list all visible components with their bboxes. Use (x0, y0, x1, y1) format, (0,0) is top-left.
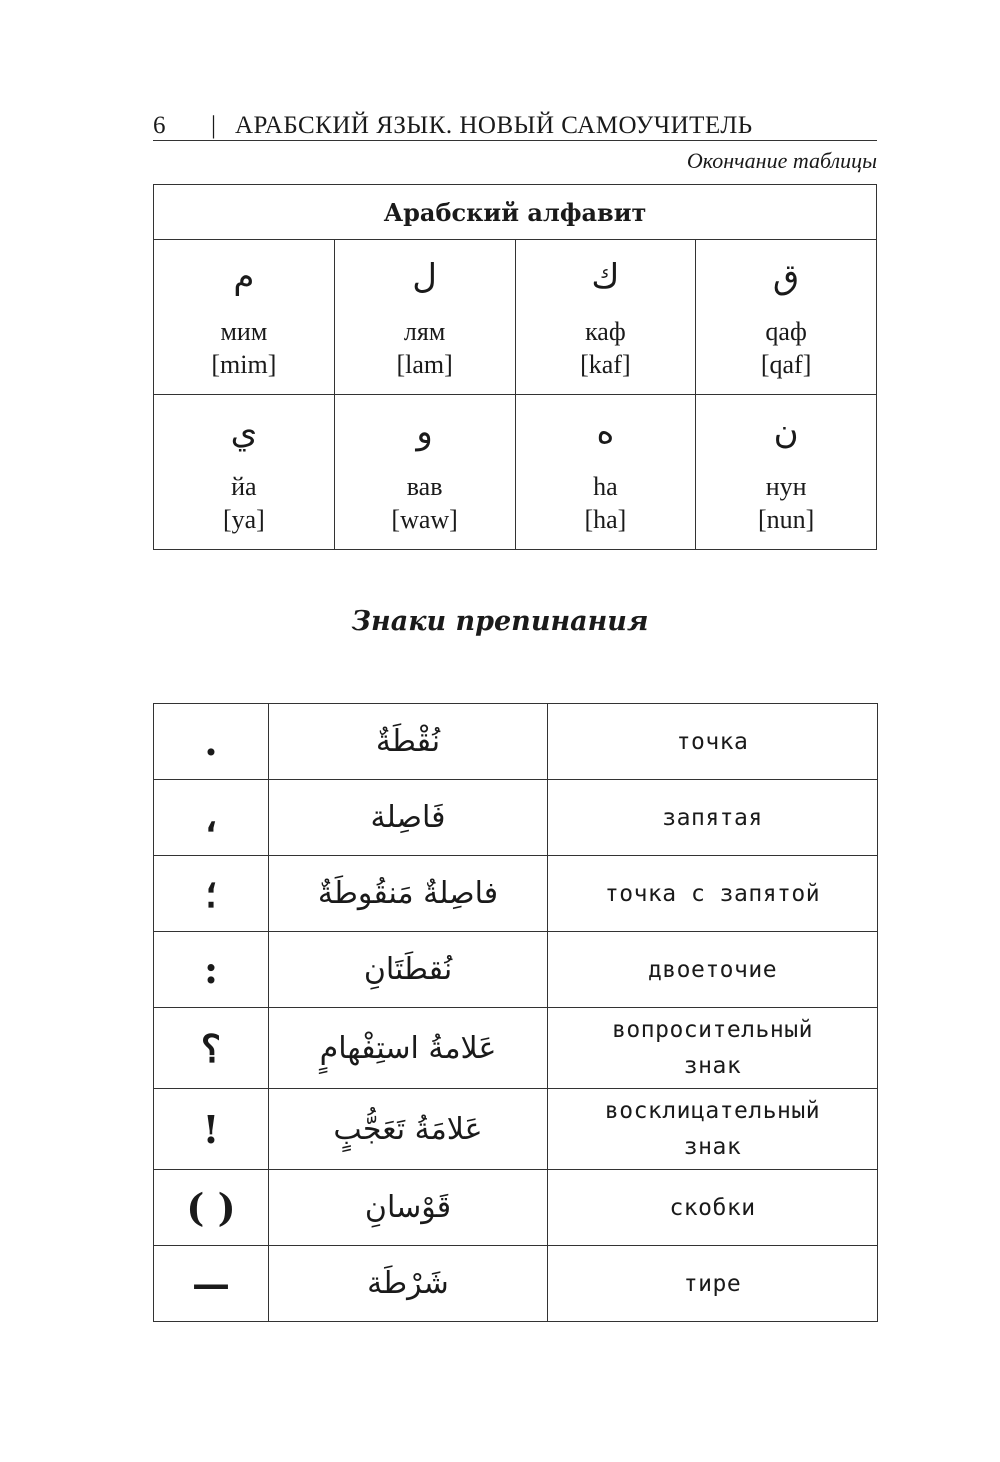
russian-term-line: двоеточие (647, 956, 778, 983)
letter-cell-lam (334, 240, 515, 395)
punctuation-symbol: ، (154, 780, 269, 856)
letter-name: лям (403, 317, 446, 346)
letter-name: каф (585, 317, 626, 346)
punctuation-symbol: ( ) (154, 1170, 269, 1246)
arabic-term: قَوْسانِ (269, 1170, 548, 1246)
running-head (153, 112, 877, 141)
punctuation-row-exclamation (154, 1089, 878, 1170)
russian-term (548, 856, 878, 932)
arabic-term: عَلامَةُ تَعَجُّبٍ (269, 1089, 548, 1170)
arabic-term: نُقْطَةٌ (269, 704, 548, 780)
letter-transliteration: [kaf] (580, 350, 631, 379)
punctuation-table (153, 703, 878, 1322)
punctuation-symbol: : (154, 932, 269, 1008)
letter-transliteration: [ya] (222, 505, 265, 534)
punctuation-row-brackets (154, 1170, 878, 1246)
punctuation-symbol: ؛ (154, 856, 269, 932)
alphabet-table-title: Арабский алфавит (154, 185, 877, 240)
russian-term (548, 780, 878, 856)
russian-term-line: точка с запятой (604, 880, 821, 907)
arabic-term: شَرْطَة (269, 1246, 548, 1322)
arabic-letter: ق (772, 257, 800, 297)
arabic-term: نُقطَتَانِ (269, 932, 548, 1008)
letter-cell-nun (696, 395, 877, 550)
punctuation-symbol: — (154, 1246, 269, 1322)
arabic-letter: ه (596, 412, 615, 452)
letter-cell-ya (154, 395, 335, 550)
russian-term (548, 932, 878, 1008)
arabic-letter: و (416, 412, 433, 452)
arabic-letter: ك (591, 257, 620, 297)
punctuation-symbol: ؟ (154, 1008, 269, 1089)
russian-term-line: тире (683, 1270, 742, 1297)
punctuation-symbol: ! (154, 1089, 269, 1170)
russian-term (548, 704, 878, 780)
russian-term-line: скобки (669, 1194, 756, 1221)
punctuation-row-semicolon (154, 856, 878, 932)
russian-term-line: восклицательный (604, 1098, 821, 1124)
header-separator: | (211, 112, 217, 139)
letter-name: нун (765, 472, 807, 501)
letter-name: ha (593, 472, 618, 501)
letter-cell-ha (515, 395, 696, 550)
russian-term-line: точка (676, 728, 749, 755)
letter-name: мим (220, 317, 268, 346)
russian-term (548, 1008, 878, 1089)
punctuation-row-period (154, 704, 878, 780)
russian-term-line: знак (683, 1134, 742, 1160)
arabic-letter: ل (412, 257, 437, 297)
russian-term (548, 1246, 878, 1322)
alphabet-row (154, 395, 877, 550)
letter-transliteration: [nun] (757, 505, 815, 534)
punctuation-row-comma (154, 780, 878, 856)
letter-transliteration: [waw] (391, 505, 458, 534)
letter-cell-kaf (515, 240, 696, 395)
arabic-alphabet-table (153, 184, 877, 550)
letter-name: qaф (765, 317, 807, 346)
arabic-term: فاصِلةٌ مَنقُوطَةٌ (269, 856, 548, 932)
russian-term (548, 1089, 878, 1170)
punctuation-row-question (154, 1008, 878, 1089)
letter-cell-mim (154, 240, 335, 395)
russian-term-line: вопросительный (612, 1017, 813, 1043)
punctuation-row-colon (154, 932, 878, 1008)
continuation-note: Окончание таблицы (686, 148, 877, 173)
alphabet-row (154, 240, 877, 395)
letter-transliteration: [lam] (396, 350, 453, 379)
letter-cell-waw (334, 395, 515, 550)
punctuation-row-dash (154, 1246, 878, 1322)
letter-name: вав (406, 472, 443, 501)
arabic-letter: ي (230, 412, 258, 452)
arabic-letter: ن (773, 412, 799, 452)
letter-cell-qaf (696, 240, 877, 395)
punctuation-section-title: Знаки препинания (351, 606, 649, 637)
punctuation-symbol: . (154, 704, 269, 780)
russian-term-line: знак (683, 1053, 742, 1079)
book-title: АРАБСКИЙ ЯЗЫК. НОВЫЙ САМОУЧИТЕЛЬ (235, 112, 753, 139)
arabic-term: عَلامةُ استِفْهامٍ (269, 1008, 548, 1089)
letter-name: йа (231, 472, 257, 501)
russian-term (548, 1170, 878, 1246)
russian-term-line: запятая (662, 804, 763, 831)
arabic-letter: م (233, 257, 255, 297)
letter-transliteration: [ha] (584, 505, 627, 534)
arabic-term: فَاصِلة (269, 780, 548, 856)
page-number: 6 (153, 112, 166, 139)
letter-transliteration: [qaf] (760, 350, 812, 379)
letter-transliteration: [mim] (211, 350, 277, 379)
